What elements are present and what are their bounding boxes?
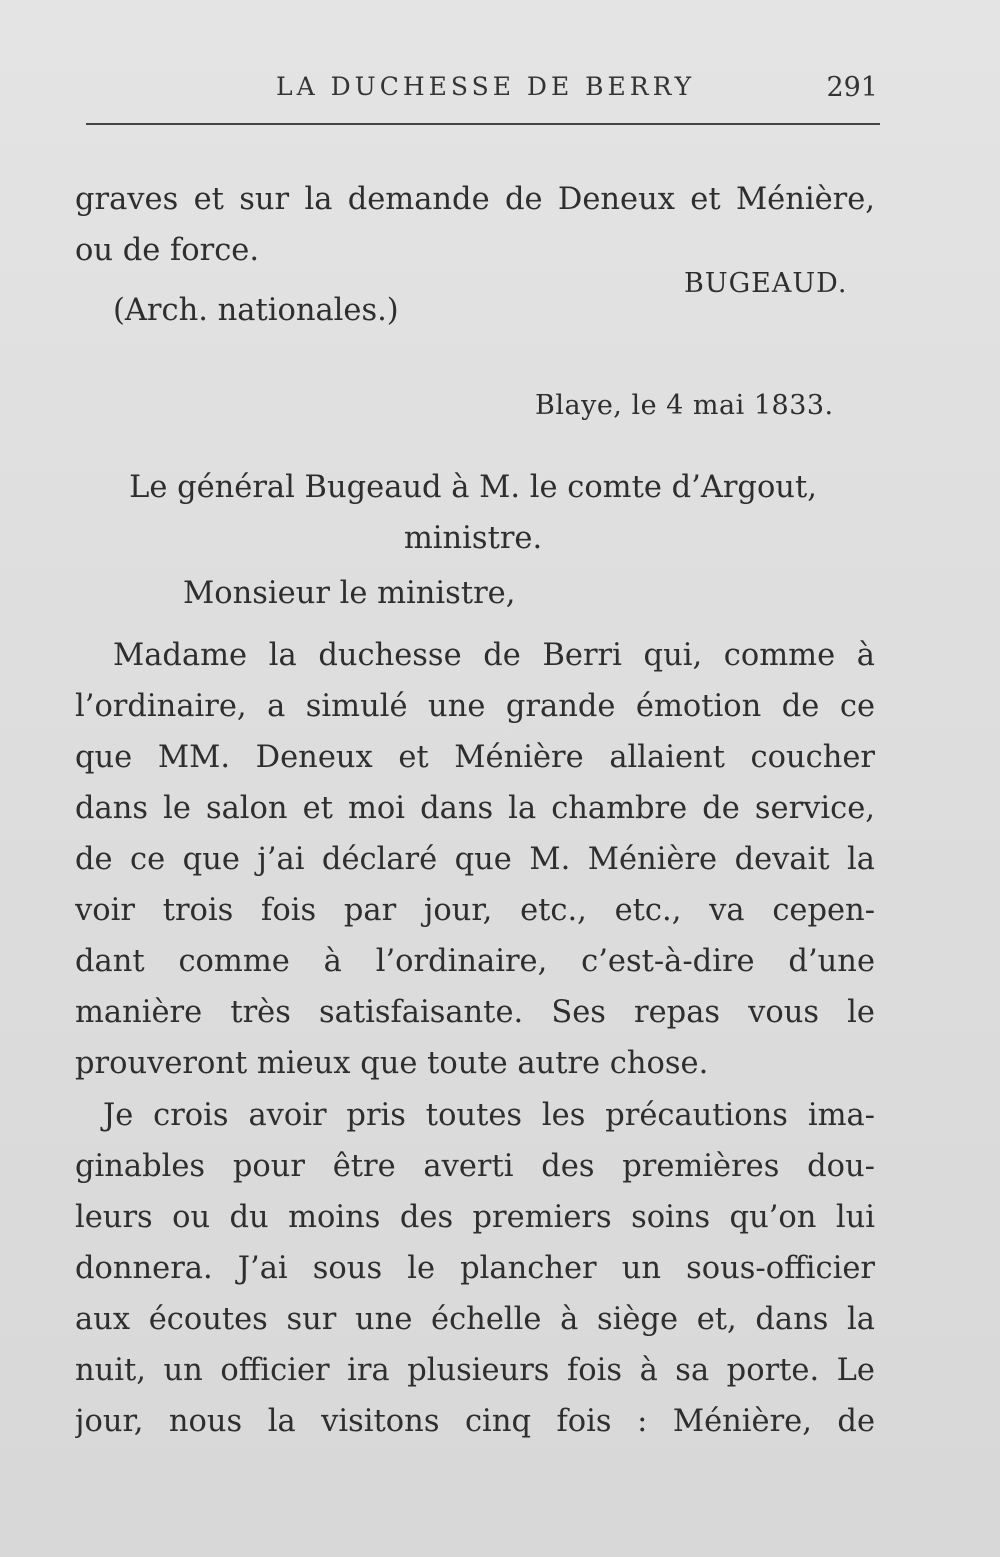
text-line: jour, nous la visitons cinq fois : Ménière, de [75, 1404, 875, 1439]
text-line: prouveront mieux que toute autre chose. [75, 1046, 709, 1081]
text-line: Madame la duchesse de Berri qui, comme à [113, 638, 875, 673]
address-line: ministre. [403, 521, 543, 556]
text-line: ginables pour être averti des premières dou- [75, 1149, 875, 1184]
text-line: voir trois fois par jour, etc., etc., va cepen- [75, 893, 875, 928]
dateline: Blaye, le 4 mai 1833. [535, 390, 834, 421]
running-head [86, 72, 878, 112]
text-line: de ce que j’ai déclaré que M. Ménière devait la [75, 842, 875, 877]
letter-address [113, 462, 833, 564]
text-line: manière très satisfaisante. Ses repas vous le [75, 995, 875, 1030]
salutation: Monsieur le ministre, [183, 576, 516, 611]
text-line: graves et sur la demande de Deneux et Ménière, [75, 182, 875, 217]
text-line: leurs ou du moins des premiers soins qu’on lui [75, 1200, 875, 1235]
signature: BUGEAUD. [684, 268, 848, 299]
page-number: 291 [826, 72, 878, 103]
address-line: Le général Bugeaud à M. le comte d’Argout, [129, 470, 817, 505]
text-line: l’ordinaire, a simulé une grande émotion de ce [75, 689, 875, 724]
archive-note: (Arch. nationales.) [113, 293, 399, 328]
text-line: nuit, un officier ira plusieurs fois à sa porte. Le [75, 1353, 875, 1388]
text-line: aux écoutes sur une échelle à siège et, dans la [75, 1302, 875, 1337]
paragraph-1 [75, 630, 875, 1089]
text-line: que MM. Deneux et Ménière allaient coucher [75, 740, 875, 775]
running-title: LA DUCHESSE DE BERRY [276, 72, 696, 101]
text-line: donnera. J’ai sous le plancher un sous-officier [75, 1251, 875, 1286]
paragraph-2 [75, 1090, 875, 1447]
text-line: ou de force. [75, 233, 260, 268]
text-line: dant comme à l’ordinaire, c’est-à-dire d’une [75, 944, 875, 979]
text-line: dans le salon et moi dans la chambre de service, [75, 791, 875, 826]
continuation-text [75, 174, 875, 276]
text-line: Je crois avoir pris toutes les précautions ima- [103, 1098, 875, 1133]
header-rule [86, 123, 880, 125]
